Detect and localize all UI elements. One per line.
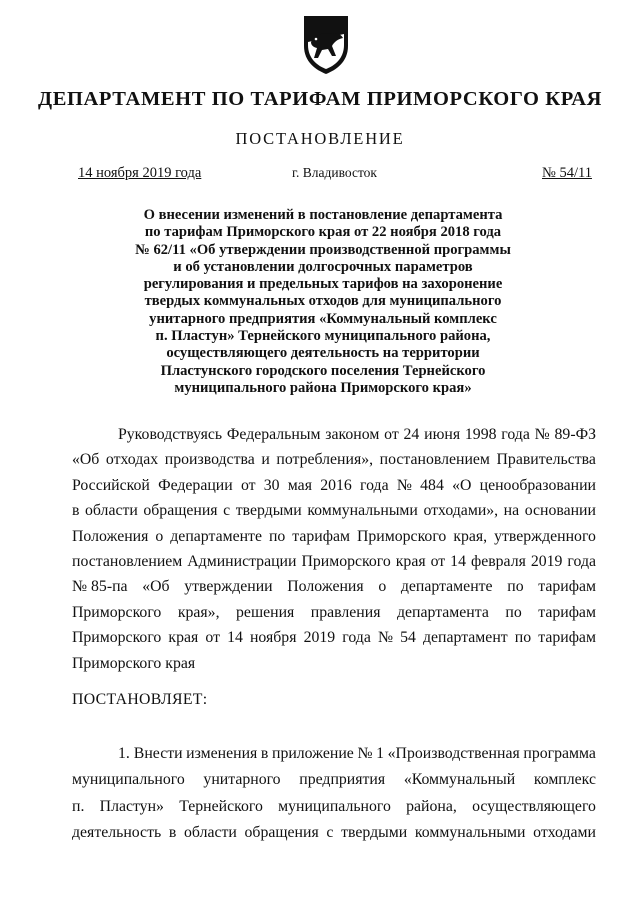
word: обращения [244, 824, 319, 842]
resolve-label: ПОСТАНОВЛЯЕТ: [72, 691, 208, 708]
word: твердыми [341, 824, 408, 842]
word: в [168, 824, 177, 842]
word: по [268, 527, 286, 545]
word: Положения [287, 578, 364, 596]
text-line [72, 741, 596, 767]
word: Приморского [357, 527, 447, 545]
word: предприятия [299, 771, 386, 789]
word: 14 [227, 629, 243, 647]
subject-line: и об установлении долгосрочных параметров [173, 258, 473, 275]
word: Федеральным [226, 426, 321, 443]
word: департаменте [400, 578, 493, 596]
document-date: 14 ноября 2019 года [78, 165, 202, 181]
word: Приморского [72, 603, 162, 621]
word: края, [453, 527, 488, 545]
word: 30 [263, 476, 280, 494]
subject-line: твердых коммунальных отходов для муниципального [144, 293, 502, 310]
word: 89-ФЗ [554, 426, 596, 443]
subject-line: по тарифам Приморского края от 22 ноября 2018 года [144, 224, 502, 241]
word: июня [424, 426, 461, 443]
word: на [503, 502, 520, 520]
word: с [326, 824, 334, 842]
word: от [240, 476, 256, 494]
word: 1. Внести [118, 745, 183, 762]
word: твердыми [235, 502, 302, 520]
word: приложение [271, 745, 354, 762]
word: и [261, 451, 270, 469]
word: коммунальными [307, 502, 418, 520]
word: 484 [420, 476, 444, 494]
word: края [395, 552, 426, 570]
word: тарифам [538, 629, 596, 647]
text-line [72, 651, 596, 676]
word: года [342, 629, 371, 647]
word: в [72, 502, 80, 520]
word: отходах [105, 451, 159, 469]
document-city: г. Владивосток [292, 165, 377, 180]
word: Федерации [158, 476, 233, 494]
word: департамент [423, 629, 508, 647]
word: № 85-па [72, 578, 128, 596]
word: о [378, 578, 387, 596]
word: № [534, 426, 550, 443]
text-line [72, 820, 596, 846]
primorsky-krai-coat-of-arms-icon [296, 12, 356, 76]
word: коммунальными [414, 824, 526, 842]
word: в [260, 745, 269, 762]
preamble-paragraph [72, 422, 596, 676]
department-title: ДЕПАРТАМЕНТ ПО ТАРИФАМ ПРИМОРСКОГО КРАЯ [37, 88, 603, 110]
word: утверждении [184, 578, 273, 596]
subject-line: муниципального района Приморского края» [174, 379, 472, 396]
word: от [205, 629, 220, 647]
word: по [514, 629, 532, 647]
word: потребления», [276, 451, 374, 469]
word: производства [164, 451, 255, 469]
word: № [396, 476, 412, 494]
word: года [567, 552, 596, 570]
word: департамента [396, 603, 489, 621]
word: мая [287, 476, 312, 494]
word: ценообразовании [479, 476, 596, 494]
word: постановлением [72, 552, 183, 570]
word: муниципального [72, 771, 185, 789]
word: Приморского [301, 552, 391, 570]
subject-line: регулирования и предельных тарифов на захоронение [143, 276, 503, 293]
word: «Об [72, 451, 100, 469]
text-line [72, 549, 596, 574]
word: области [85, 502, 138, 520]
word: ноября [249, 629, 297, 647]
word: края [168, 629, 199, 647]
word: правления [310, 603, 381, 621]
document-subject [100, 207, 546, 397]
word: муниципального [278, 797, 391, 815]
subject-line: унитарного предприятия «Коммунальный комплекс [149, 310, 497, 327]
document-number: № 54/11 [542, 165, 592, 181]
text-line [72, 625, 596, 650]
word: года [360, 476, 389, 494]
word: «О [452, 476, 472, 494]
word: унитарного [203, 771, 281, 789]
word: постановлением [379, 451, 490, 469]
word: комплекс [533, 771, 596, 789]
word: осуществляющего [472, 797, 596, 815]
word: Пластун» [99, 797, 164, 815]
word: области [184, 824, 237, 842]
word: 1998 [464, 426, 497, 443]
word: Руководствуясь [118, 426, 223, 443]
word: Тернейского [179, 797, 263, 815]
word: департаменте [170, 527, 262, 545]
word: от [384, 426, 399, 443]
word: тарифам [538, 603, 596, 621]
text-line [72, 794, 596, 820]
word: 24 [403, 426, 420, 443]
word: отходами», [423, 502, 499, 520]
word: 14 [450, 552, 466, 570]
subject-line: п. Пластун» Тернейского муниципального района, [155, 328, 491, 345]
word: «Коммунальный [403, 771, 516, 789]
word: февраля [470, 552, 526, 570]
word: Приморского края [72, 654, 196, 672]
word: с [223, 502, 231, 520]
text-line [72, 498, 596, 523]
word: от [430, 552, 446, 570]
word: 2019 [303, 629, 336, 647]
word: края», [177, 603, 220, 621]
word: Российской [72, 476, 150, 494]
word: «Об [142, 578, 170, 596]
word: 54 [400, 629, 416, 647]
word: тарифам [538, 578, 596, 596]
text-line [72, 574, 596, 599]
document-type: ПОСТАНОВЛЕНИЕ [235, 129, 405, 148]
text-line [72, 473, 596, 498]
word: № [377, 629, 394, 647]
text-line [72, 422, 596, 447]
word: изменения [186, 745, 258, 762]
word: программа [523, 745, 596, 762]
word: Правительства [496, 451, 596, 469]
word: по [507, 578, 524, 596]
text-line [72, 600, 596, 625]
word: п. [72, 797, 85, 815]
word: решения [236, 603, 295, 621]
word: основании [524, 502, 596, 520]
word: «Производственная [387, 745, 520, 762]
item-1-paragraph [72, 741, 596, 847]
word: Положения [72, 527, 149, 545]
text-line [72, 447, 596, 472]
word: Администрации [187, 552, 297, 570]
word: по [505, 603, 522, 621]
subject-line: № 62/11 «Об утверждении производственной программы [135, 241, 511, 258]
subject-line: О внесении изменений в постановление департамента [143, 207, 503, 223]
word: о [155, 527, 164, 545]
word: 2019 [530, 552, 563, 570]
subject-line: Пластунского городского поселения Тернейского [160, 362, 486, 379]
subject-line: осуществляющего деятельность на территории [166, 345, 480, 362]
word: законом [325, 426, 380, 443]
word: обращения [143, 502, 218, 520]
word: Приморского [72, 629, 162, 647]
word: 2016 [320, 476, 352, 494]
word: отходами [533, 824, 596, 842]
text-line [72, 767, 596, 793]
word: № [357, 745, 373, 762]
text-line [72, 524, 596, 549]
word: тарифам [292, 527, 351, 545]
word: деятельность [72, 824, 162, 842]
word: утвержденного [494, 527, 596, 545]
word: года [501, 426, 530, 443]
word: 1 [376, 745, 385, 762]
word: района, [406, 797, 457, 815]
